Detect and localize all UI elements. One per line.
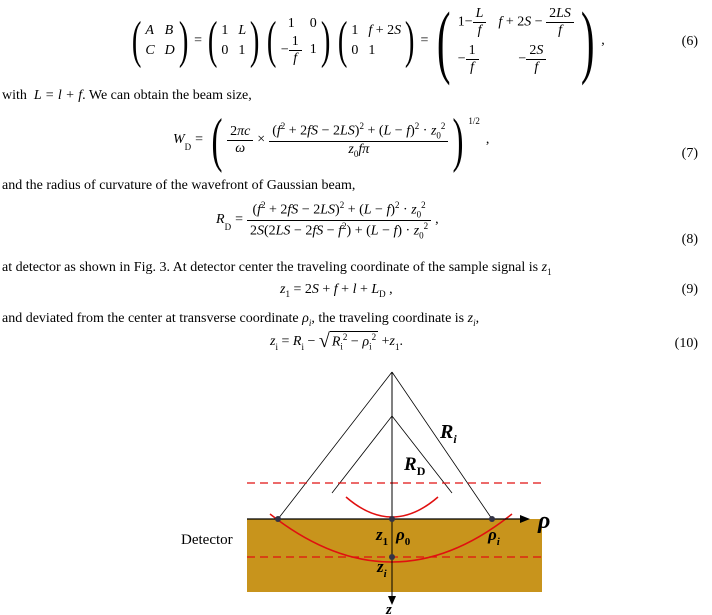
matrix-result: ( 1− $\frac{L}{f}$ f + 2S − $\frac{2LS}{f}$ − $\frac{1}{f}$ − $\frac{2S}{f}$ ) [437,0,595,86]
equation-7: W $_D$ = ( $\frac{2\pi c}{\omega}$ × $\frac{(f^2 + 2fS - 2LS)^2 + (L - f)^2 \cdot z_0^2}{z_0f\pi}$ ) $^{1/2}$ , [173,107,490,173]
label-rho0: $\rho_0$ [396,525,411,548]
label-rd: $R_D$ [404,454,426,478]
matrix-propagation-f2S: ( 1 f + 2S 0 1 ) [337,12,415,69]
label-z-axis: z [386,602,392,615]
equation-number-9: (9) [681,282,698,297]
matrix-propagation-L: ( 1 L 0 1 ) [207,12,260,69]
point-rho-left [275,516,281,522]
label-zi: $z_i$ [377,557,387,580]
matrix-lens: ( 1 0 − $\frac{1}{f}$ 1 ) [267,12,331,69]
point-zi [389,554,395,560]
text-line-detector: at detector as shown in Fig. 3. At detector center the traveling coordinate of the sample signal is $z_1$ [2,260,552,277]
ri-ray-right [392,372,492,519]
label-ri: $R_i$ [440,421,457,446]
label-detector: Detector [181,532,233,548]
equation-8: R $_D$ = $\frac{(f^2 + 2fS - 2LS)^2 + (L - f)^2 \cdot z_0^2}{2S(2LS - 2fS - f^2) + (L - f) \cdot z_0^2}$ , [216,200,439,240]
equation-6: ( A B C D ) = ( 1 L 0 1 ) ( 1 0 − $\frac{1}{f}$ 1 ) ( 1 f + 2S 0 1 ) = ( 1− $\frac{L}{f}$ f + 2S − $\frac{2LS}{f}$ − $\frac{1}{f}$ − $\frac{2S}{f}$ ) , [128,2,605,80]
equation-10: z $_i$ = R $_i$ − √ $R_i^2 - \rho_i^2$ + z $_1$ . [270,330,403,352]
equation-number-10: (10) [674,336,698,351]
point-rhoi [489,516,495,522]
rd-ray-left [332,416,392,493]
label-z1: $z_1$ [376,525,389,548]
point-rho0 [389,516,395,522]
equation-number-6: (6) [681,34,698,49]
text-line-with: with L = l + f. We can obtain the beam size, [2,88,252,103]
matrix-abcd: ( A B C D ) [131,12,189,69]
L-definition: L = l + f [33,88,83,103]
equation-number-7: (7) [681,146,698,161]
label-rho-axis: ρ [538,508,551,534]
equation-9: $z_1 = 2S + f + l + L_D$ , [280,282,393,299]
label-rhoi: $\rho_i$ [488,525,500,548]
text-line-radius: and the radius of curvature of the wavefront of Gaussian beam, [2,178,356,193]
text-line-deviated: and deviated from the center at transverse coordinate $\rho_i$, the traveling coordinate is $z_i$, [2,311,480,328]
equation-number-8: (8) [681,232,698,247]
ri-ray-left [278,372,392,519]
